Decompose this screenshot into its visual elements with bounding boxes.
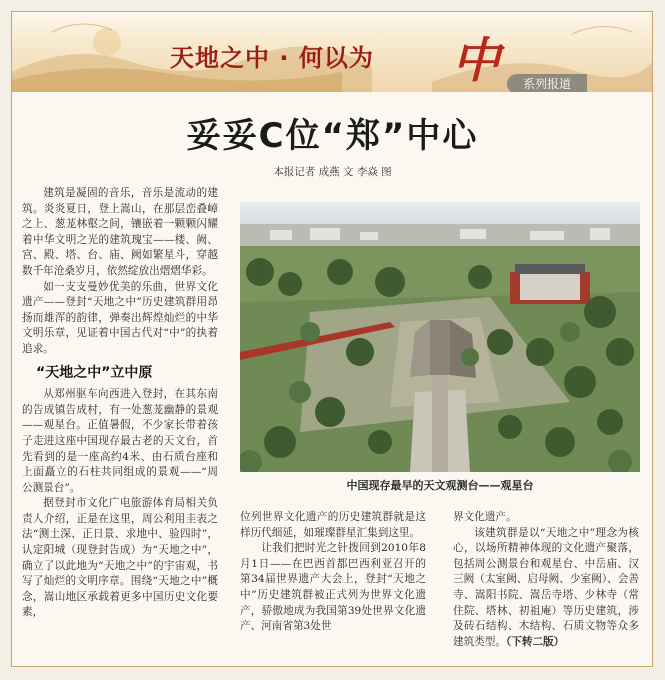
article-headline: 妥妥C位“郑”中心 — [186, 116, 479, 156]
observatory-aerial-photo — [240, 202, 640, 472]
paragraph: 界文化遗产。 — [453, 511, 517, 523]
paragraph: 位列世界文化遗产的历史建筑群就是这样历代细延，如璀璨群星汇集到这里。 — [240, 511, 426, 539]
series-title-big-char: 中 — [452, 33, 501, 89]
paragraph: 建筑是凝固的音乐，音乐是流动的建筑。炎炎夏日，登上嵩山，在那层峦叠嶂之上、葱茏林壑之间，镶嵌着一颗颗闪耀着中华文明之光的建筑瑰宝——楼、阙、宫、殿、塔、台、庙、阙如繁星斗，穿越数千年沧桑岁月，依然绽放出熠熠华彩。 — [22, 187, 218, 277]
series-report-badge: 系列报道 — [507, 74, 587, 92]
continued-note: （下转二版） — [505, 635, 565, 648]
paragraph: 据登封市文化广电旅游体育局相关负责人介绍，正是在这里，周公利用圭表之法“测土深、正日景、求地中、验四时”，认定阳城（现登封告成）为“天地之中”，确立了以此地为“天地之中”的宇宙观，书写了灿烂的文明序章。围绕“天地之中”概念，嵩山地区承载着更多中国历史文化要素， — [22, 497, 218, 619]
article-column-3 — [453, 510, 639, 650]
article-byline: 本报记者 成燕 文 李焱 图 — [273, 166, 392, 178]
series-title: 天地之中 · 何以为 — [170, 44, 374, 72]
paragraph: 让我们把时光之针拨回到2010年8月1日——在巴西首都巴西利亚召开的第34届世界遗产大会上，登封“天地之中”历史建筑群被正式列为世界文化遗产，骄傲地成为我国第39处世界文化遗产、河南省第3处世 — [240, 542, 426, 633]
paragraph — [453, 526, 639, 651]
article-column-2 — [240, 510, 426, 635]
section-subhead: “天地之中”立中原 — [36, 364, 153, 381]
photo-caption: 中国现存最早的天文观测台——观星台 — [346, 479, 534, 492]
paragraph: 如一支支曼妙优美的乐曲，世界文化遗产——登封“天地之中”历史建筑群用昂扬而雄浑的韵律，弹奏出辉煌灿烂的中华文明乐章，见证着中国古代对“中”的执着追求。 — [22, 280, 218, 355]
paragraph: 从郑州驱车向西进入登封，在其东南的告成镇告成村，有一处葱茏幽静的景观——观星台。正值暑假，不少家长带着孩子走进这座中国现存最古老的天文台，首先看到的是一座高约4米、由石质台座和上面矗立的石柱共同组成的景观——“周公测景台”。 — [22, 388, 218, 494]
paragraph-text: 该建筑群是以“天地之中”理念为核心，以场所精神体现的文化遗产聚落，包括周公测景台和观星台、中岳庙、汉三阙（太室阙、启母阙、少室阙）、会善寺、嵩阳书院、嵩岳寺塔、少林寺（常住院、塔林、初祖庵）等历史建筑，涉及砖石结构、木结构、石质文物等众多建筑类型。 — [453, 526, 639, 648]
article-column-1 — [22, 186, 218, 621]
series-banner — [12, 12, 652, 92]
